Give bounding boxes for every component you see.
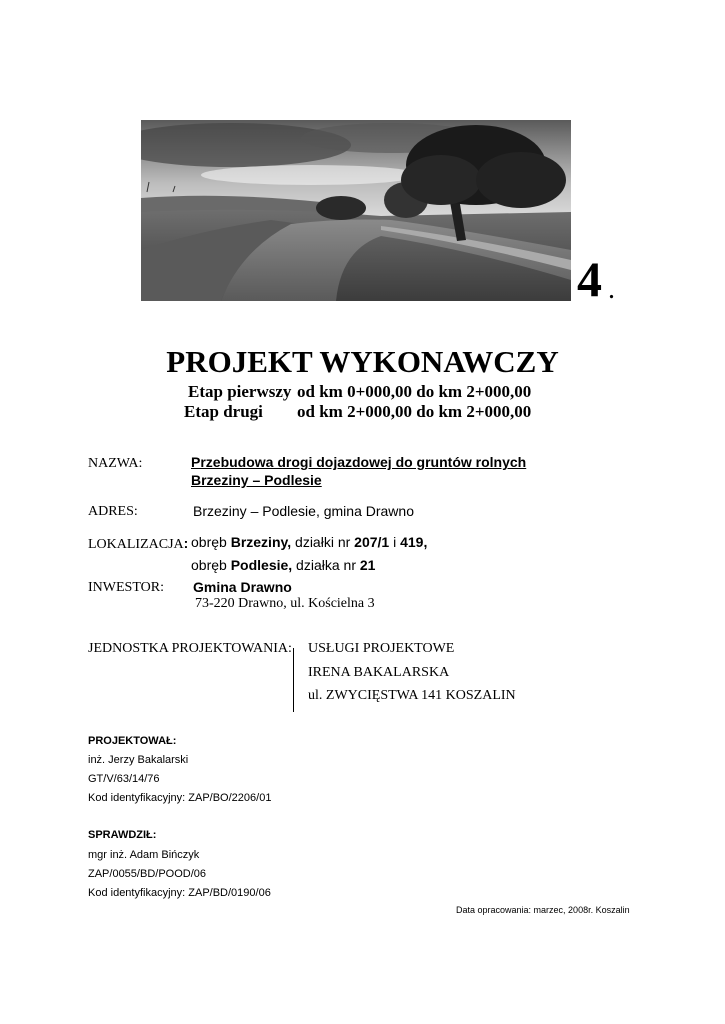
jednostka-line3: ul. ZWYCIĘSTWA 141 KOSZALIN	[308, 688, 516, 703]
projektowal-id-code: Kod identyfikacyjny: ZAP/BO/2206/01	[88, 792, 272, 804]
lok-l1-plot2: 419,	[400, 534, 428, 550]
adres-label: ADRES:	[88, 504, 138, 519]
lok-l1-place: Brzeziny,	[230, 534, 292, 550]
projektowal-name: inż. Jerzy Bakalarski	[88, 754, 189, 766]
stage-2-label: Etap drugi	[184, 402, 263, 421]
lokalizacja-label-text: LOKALIZACJA	[88, 537, 184, 552]
cover-photo	[141, 120, 571, 301]
sprawdzil-id-code: Kod identyfikacyjny: ZAP/BD/0190/06	[88, 887, 271, 899]
inwestor-label: INWESTOR:	[88, 580, 164, 595]
lokalizacja-label	[88, 536, 188, 552]
lok-l2-mid: działka nr	[292, 557, 360, 573]
document-title: PROJEKT WYKONAWCZY	[166, 344, 559, 379]
nazwa-label: NAZWA:	[88, 456, 143, 471]
projektowal-heading: PROJEKTOWAŁ:	[88, 735, 177, 747]
lok-l1-mid: działki nr	[291, 534, 355, 550]
nazwa-value-line1: Przebudowa drogi dojazdowej do gruntów rolnych	[191, 454, 527, 470]
lok-l2-prefix: obręb	[191, 557, 231, 573]
lok-l1-prefix: obręb	[191, 534, 231, 550]
date-line: Data opracowania: marzec, 2008r. Koszalin	[456, 905, 630, 915]
sprawdzil-license: ZAP/0055/BD/POOD/06	[88, 868, 206, 880]
chapter-number: 4	[577, 251, 602, 307]
projektowal-license: GT/V/63/14/76	[88, 773, 160, 785]
lok-l1-and: i	[389, 534, 401, 550]
chapter-dot: .	[608, 274, 615, 305]
stage-2-range: od km 2+000,00 do km 2+000,00	[297, 402, 532, 421]
inwestor-name: Gmina Drawno	[193, 579, 292, 595]
sprawdzil-heading: SPRAWDZIŁ:	[88, 829, 157, 841]
lokalizacja-line2	[191, 558, 375, 572]
nazwa-value-line2: Brzeziny – Podlesie	[191, 472, 322, 488]
jednostka-line1: USŁUGI PROJEKTOWE	[308, 641, 455, 656]
lok-l1-plot1: 207/1	[354, 534, 390, 550]
sprawdzil-name: mgr inż. Adam Bińczyk	[88, 849, 200, 861]
lok-l2-place: Podlesie,	[230, 557, 293, 573]
jednostka-label: JEDNOSTKA PROJEKTOWANIA:	[88, 641, 292, 656]
stage-1-range: od km 0+000,00 do km 2+000,00	[297, 382, 532, 401]
jednostka-divider	[293, 648, 294, 712]
lokalizacja-line1	[191, 535, 427, 549]
stage-1-label: Etap pierwszy	[188, 382, 292, 401]
adres-value: Brzeziny – Podlesie, gmina Drawno	[193, 503, 414, 519]
jednostka-line2: IRENA BAKALARSKA	[308, 665, 450, 680]
lokalizacja-colon: :	[183, 535, 189, 551]
inwestor-address: 73-220 Drawno, ul. Kościelna 3	[195, 596, 375, 611]
lok-l2-plot: 21	[359, 557, 376, 573]
